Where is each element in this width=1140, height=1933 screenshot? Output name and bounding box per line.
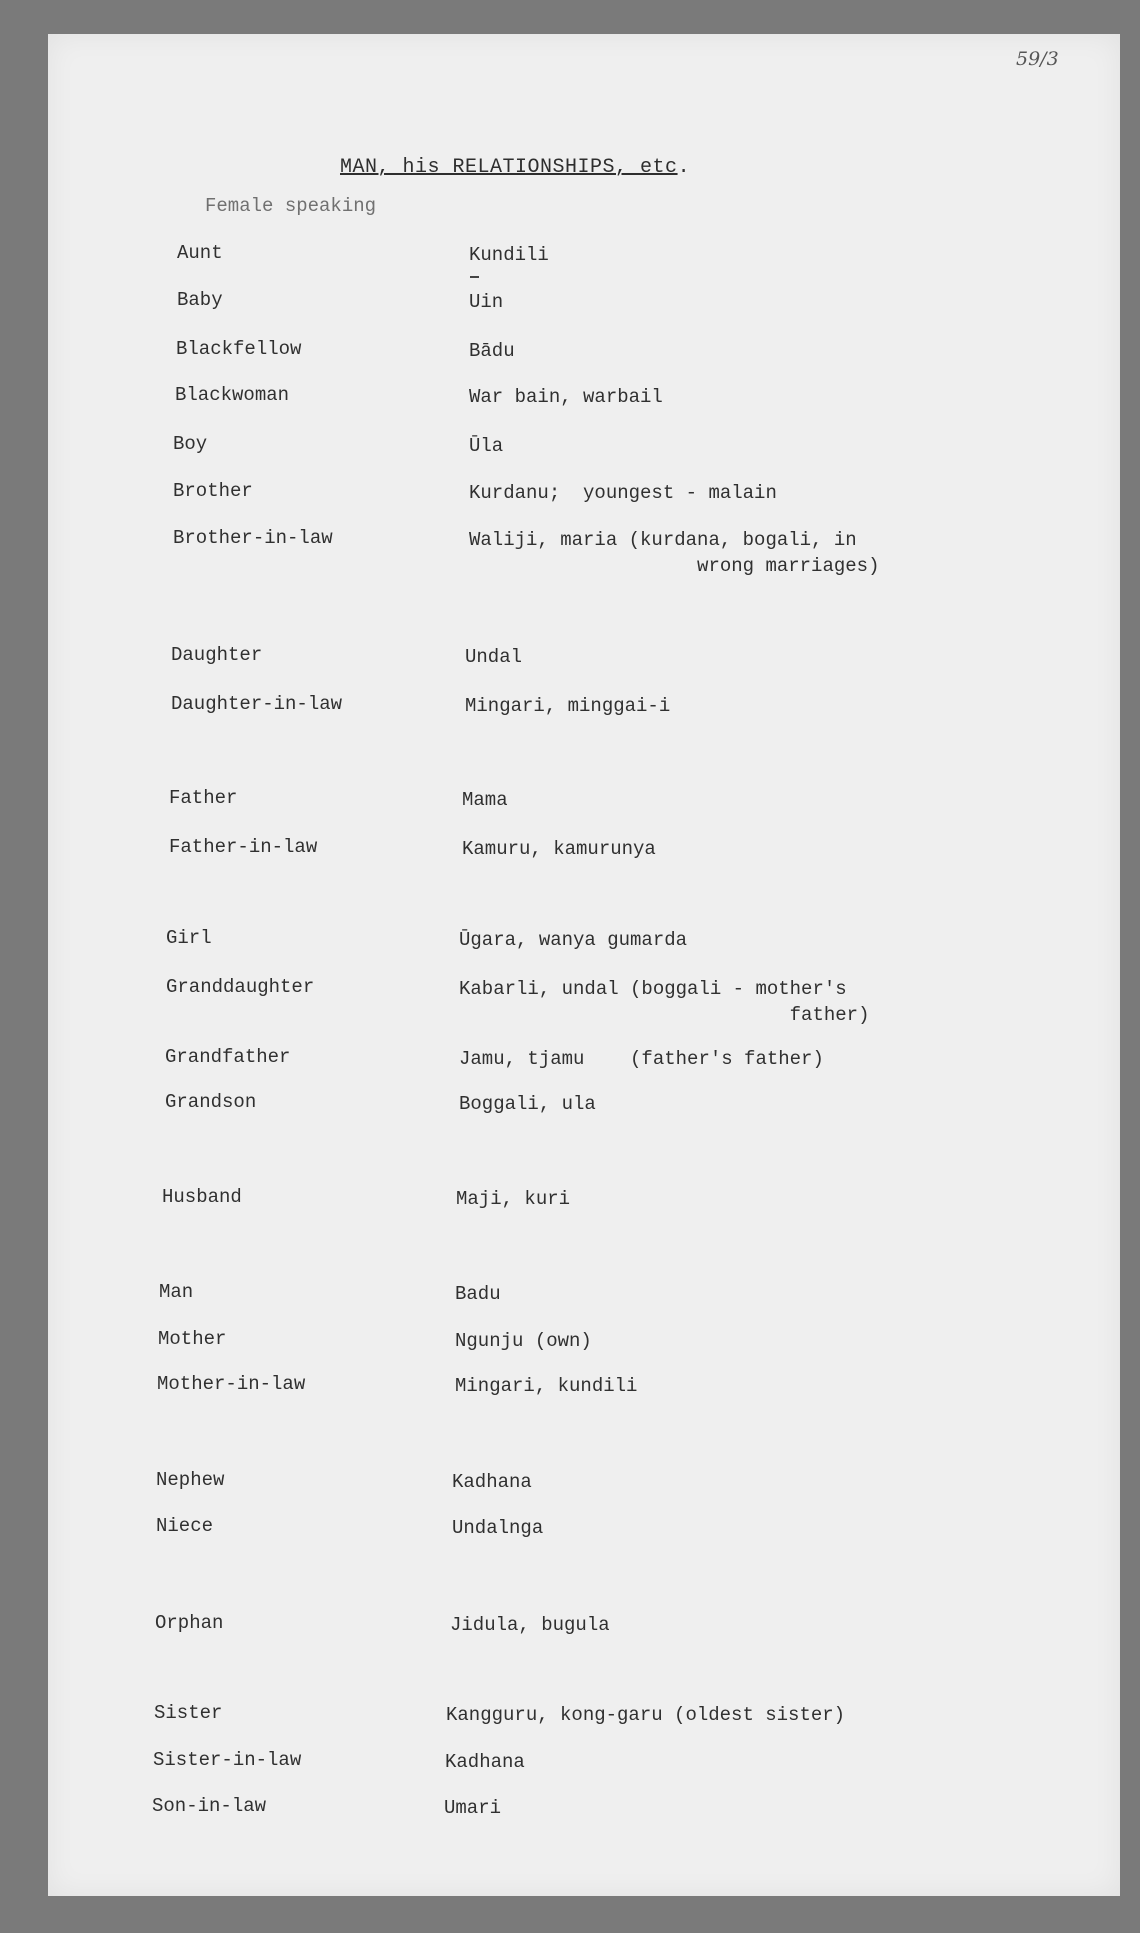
entry-definition: Bādu [469, 340, 515, 362]
entry-term: Grandson [165, 1091, 257, 1113]
macron-mark [470, 276, 479, 278]
entry-term: Daughter [171, 644, 263, 666]
entry-definition: Undal [465, 646, 523, 668]
entry-term: Sister [154, 1702, 223, 1724]
entry-term: Son-in-law [152, 1795, 267, 1817]
entry-definition: Ngunju (own) [455, 1330, 592, 1352]
entry-definition: Undalnga [452, 1517, 544, 1539]
entry-definition: Waliji, maria (kurdana, bogali, in wrong marriages) [469, 529, 880, 577]
entry-term: Brother-in-law [173, 527, 333, 549]
entry-term: Blackwoman [175, 384, 290, 406]
entry-term: Aunt [177, 242, 223, 264]
entry-definition: Mama [462, 789, 508, 811]
entry-definition: Kamuru, kamurunya [462, 838, 656, 860]
title-text: MAN, his RELATIONSHIPS, etc [340, 156, 678, 179]
entry-term: Father [169, 787, 238, 809]
entry-term: Father-in-law [169, 836, 318, 858]
entry-definition: Uin [469, 291, 504, 313]
entry-term: Mother [158, 1328, 227, 1350]
entry-term: Boy [173, 433, 208, 455]
entry-definition: Badu [455, 1283, 501, 1305]
entry-definition: Kangguru, kong-garu (oldest sister) [446, 1704, 846, 1726]
page-subtitle: Female speaking [205, 195, 377, 217]
entry-definition: Kurdanu; youngest - malain [469, 482, 777, 504]
entry-definition: Jamu, tjamu (father's father) [459, 1048, 824, 1070]
entry-definition: Kadhana [452, 1471, 532, 1493]
entry-term: Mother-in-law [157, 1373, 306, 1395]
entry-definition: War bain, warbail [469, 386, 663, 408]
entry-definition: Ūgara, wanya gumarda [459, 929, 688, 951]
title-end: . [677, 156, 691, 179]
entry-term: Baby [177, 289, 223, 311]
entry-definition: Kundili [469, 244, 549, 266]
page-reference: 59/3 [1016, 48, 1059, 70]
entry-term: Granddaughter [166, 976, 315, 998]
entry-definition: Maji, kuri [456, 1188, 571, 1210]
entry-definition: Mingari, minggai-i [465, 695, 671, 717]
entry-term: Husband [162, 1186, 242, 1208]
entry-definition: Mingari, kundili [455, 1375, 638, 1397]
entry-term: Nephew [156, 1469, 225, 1491]
entry-term: Sister-in-law [153, 1749, 302, 1771]
entry-term: Daughter-in-law [171, 693, 343, 715]
entry-definition: Jidula, bugula [450, 1614, 610, 1636]
entry-term: Grandfather [165, 1046, 291, 1068]
entry-term: Girl [166, 927, 212, 949]
entry-term: Man [159, 1281, 194, 1303]
entry-term: Orphan [155, 1612, 224, 1634]
entry-term: Niece [156, 1515, 214, 1537]
entry-term: Blackfellow [176, 338, 302, 360]
entry-definition: Kabarli, undal (boggali - mother's father) [459, 978, 870, 1026]
entry-term: Brother [173, 480, 253, 502]
entry-definition: Kadhana [445, 1751, 525, 1773]
entry-definition: Ūla [469, 435, 504, 457]
entry-definition: Boggali, ula [459, 1093, 596, 1115]
entry-definition: Umari [444, 1797, 502, 1819]
page-title [340, 156, 690, 179]
